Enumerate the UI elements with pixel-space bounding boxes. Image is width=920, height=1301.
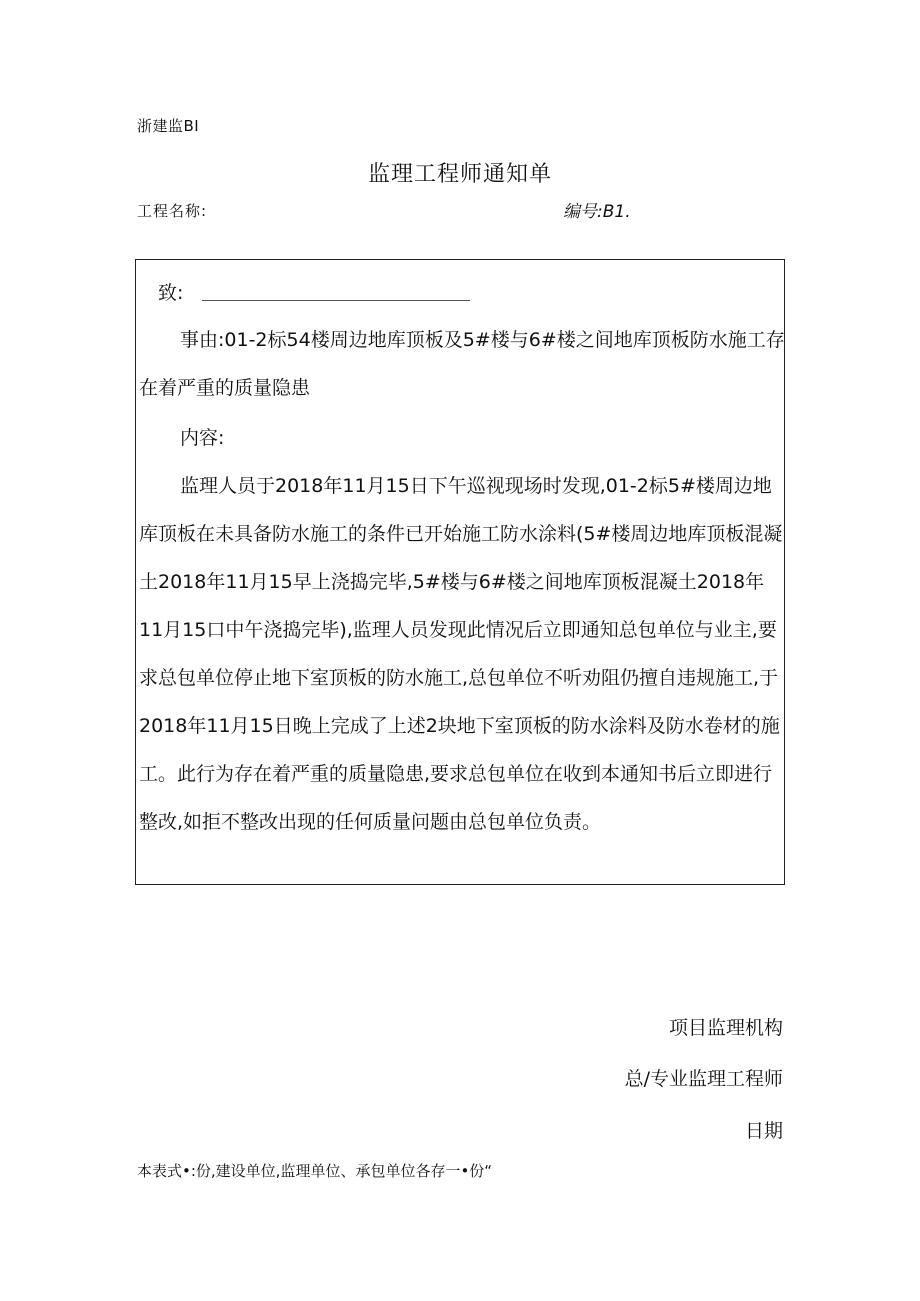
notice-box	[135, 259, 785, 885]
content-label-paragraph	[139, 414, 785, 462]
footer-note: 本表式•:份,建设单位,监理单位、承包单位各存一•份“	[137, 1162, 493, 1180]
content-paragraph	[139, 462, 785, 846]
serial-number: 编号:B1.	[563, 202, 631, 222]
signature-engineer: 总/专业监理工程师	[624, 1068, 783, 1090]
signature-org: 项目监理机构	[668, 1017, 783, 1039]
content-text: 监理人员于2018年11月15日下午巡视现场时发现,01-2标5#楼周边地库顶板在未具备防水施工的条件已开始施工防水涂料(5#楼周边地库顶板混凝土2018年11月15早上浇捣完毕,5#楼与6#楼之间地库顶板混凝土2018年11月15口中午浇捣完毕),监理人员发现此情况后立即通知总包单位与业主,要求总包单位停止地下室顶板的防水施工,总包单位不听劝阻仍擅自违规施工,于2018年11月15日晚上完成了上述2块地下室顶板的防水涂料及防水卷材的施工。此行为存在着严重的质量隐患,要求总包单位在收到本通知书后立即进行整改,如拒不整改出现的任何质量问题由总包单位负责。	[139, 475, 783, 833]
reason-text: 事由:01-2标54楼周边地库顶板及5#楼与6#楼之间地库顶板防水施工存在着严重的质量隐患	[139, 329, 785, 399]
content-label: 内容:	[180, 427, 225, 449]
project-name-label: 工程名称:	[137, 202, 208, 220]
recipient-label: 致:	[158, 282, 184, 304]
signature-date: 日期	[744, 1120, 783, 1142]
recipient-underline	[202, 300, 470, 301]
page-title: 监理工程师通知单	[367, 162, 552, 187]
form-code: 浙建监BI	[137, 117, 200, 135]
reason-paragraph	[139, 316, 785, 412]
